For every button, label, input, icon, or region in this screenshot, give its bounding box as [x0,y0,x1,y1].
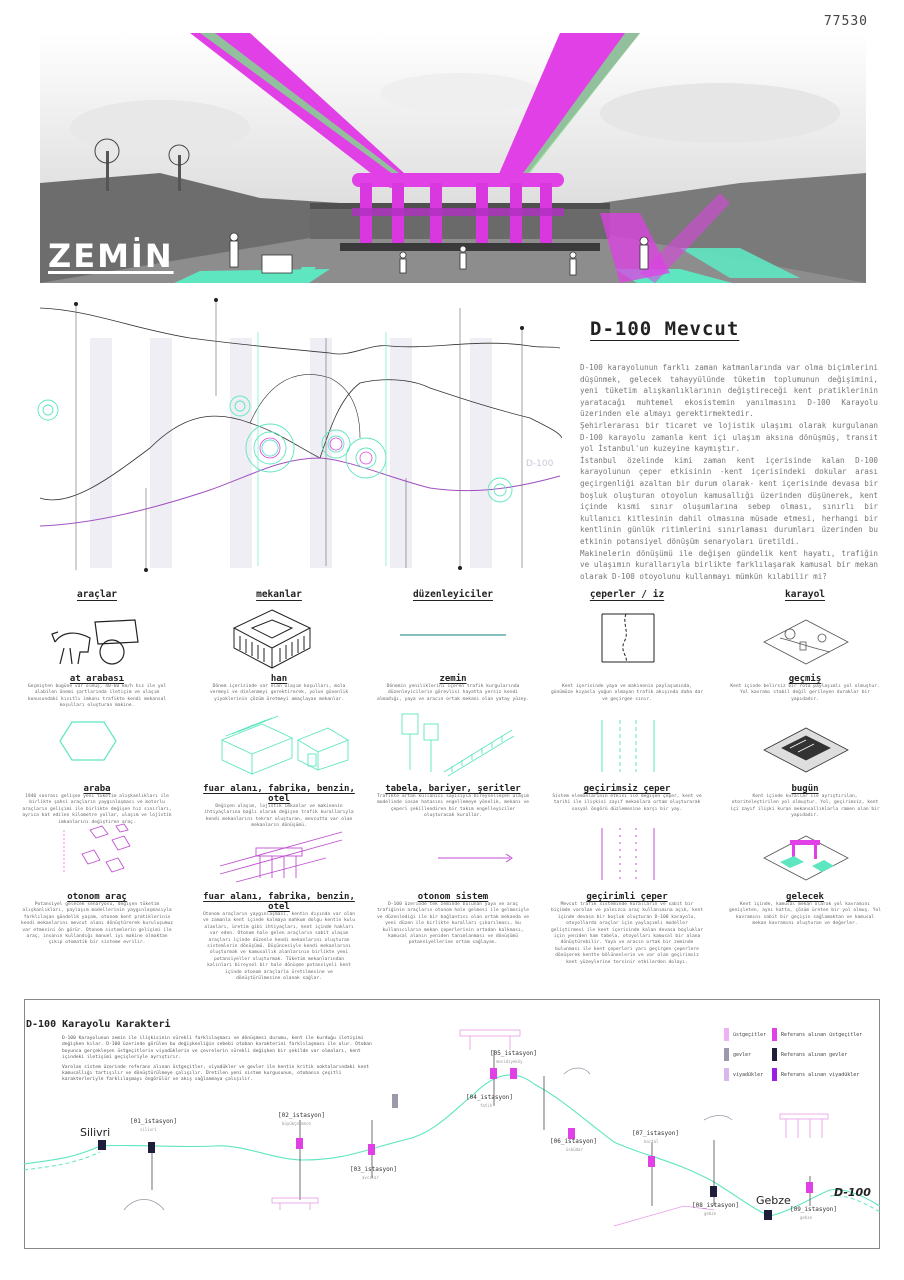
station-label: [08_istasyon] [692,1202,739,1209]
city-end-label: Gebze [756,1194,791,1207]
item-title: geçmiş [788,674,822,684]
station-label: [06_istasyon] [550,1138,597,1145]
station-sub: üsküdar [566,1147,583,1152]
column-mekanlar [194,589,364,600]
station-label: [01_istasyon] [130,1118,177,1125]
route-map [30,298,562,578]
column-karayol [720,589,890,600]
item-title: otonom sistem [417,892,489,902]
column-heading: karayol [784,589,826,600]
station-label: [07_istasyon] [632,1130,679,1137]
han-building-icon [232,608,312,670]
character-paragraph: Varolan sistem üzerinde referans alınan üstgeçitler, viyadükler ve gevler ile kentin kritik noktalarındaki kent kamusallığı tartışılır ve dönüştürülmeye çalışılır. Üretilen yeni sistem kurgusunun, otobanın çeşitli karakterleriyle farklılaşmayı öngörülür ve akış sağlanmaya çalışılır. [62,1064,369,1083]
legend-label: Referans alınan gevler [781,1051,848,1058]
item-gelecek [720,892,890,928]
item-desc: 1940 sonrası gelişen yeni tüketim alışkanlıkları ile birlikte şahsi araçların yaygınlaşması ve motorlu araçların gelişimi ile birlikte değişen hız sınırları, ayrıca kat edilen kilometre yollar, ulaşım ve lojistik imkanlarını değiştiren araç. [22,794,172,825]
item-title: at arabası [69,674,125,684]
character-title: D-100 Karayolu Karakteri [26,1019,171,1030]
station-sub: fatih [480,1103,493,1108]
factory-icon [212,710,352,778]
item-desc: Kent içerisinde yaya ve makinenin paylaşımında, günümüze kıyasla yoğun olmayan trafik akışında daha dar ve geçirgen sınır. [550,684,704,702]
legend-label: Referans alınan viyadükler [781,1071,860,1078]
map-route-label: D-100 [526,459,554,469]
poster-id: 77530 [823,14,868,29]
station-sub: silivri [140,1127,157,1132]
station-sub: avcılar [362,1175,379,1180]
hero-title: ZEMİN [48,237,174,275]
item-desc: Kent içinde belirsiz bir rota paylaşımlı yol olmuştur. Yol kavramı stabil değil gerileyen duraklar bir yapıdadır. [730,684,880,702]
intro-paragraph: Şehirlerarası bir ticaret ve lojistik ulaşımı olarak kurgulanan D-100 karayolu zamanla kent içi ulaşım aksına dönüşmüş, transit yol İstanbul'un kuzeyine kaymıştır. [580,420,878,454]
item-title: araba [83,784,111,794]
route-map-drawing [30,298,562,578]
autonomous-vehicle-icon [60,820,150,882]
item-desc: Potansiyel gelecek senaryosu, değişen tüketim alışkanlıkları, paylaşım modellerinin yaygınlaşmasıyla farklılaşan gündelik yaşam, otonom kent pratiklerinin kendi mekanlarını mevcut alanı dönüştürerek kuruluşumuz var etmesini ön görür. Otonom sistemlerin gelişimi ile araç, insanın kullandığı manuel iyi makine olmaktan çıkıp otomatik bir sisteme evrilir. [20,902,174,946]
future-road-icon [760,822,850,888]
item-han [194,674,364,703]
column-heading: mekanlar [256,589,302,600]
intro-heading: D-100 Mevcut [590,318,740,340]
item-gecirimli-ceper [542,892,712,966]
station-sub: gebze [704,1211,717,1216]
legend-label: viyadükler [733,1071,764,1078]
column-heading: düzenleyiciler [412,589,494,600]
item-desc: Kent içinde, kamusal mekan olarak yol kavramını genişleten, aynı katta, çözüm üreten bir yol olmuş. Yol kavramını sabit bir geçişin sağlamaktan ve kamusal mekan kavramını oluşturan ve değerler. [728,902,882,927]
column-duzenleyiciler [368,589,538,600]
past-road-icon [760,608,850,674]
column-araclar [12,589,182,600]
item-desc: Kent içinde kurallar ile ayrıştırılan, otoriteleştirilen yol olmuştur. Yol, geçirimsiz, kent içi zayıf ilişki kuran mekansallıklarla ramen olan bir yapıdadır. [730,794,880,819]
intro-paragraph: İstanbul özelinde kimi zaman kent içerisinde kalan D-100 karayolunun çeper etkisinin -kent içerisindeki dokular arası geçirgenliği azaltan bir durum olarak- kent içerisinde devasa bir boşluk oluşturan otoyolun kamusallığı üzerinden düşünerek, kent içinde kısmi sınır oluşumlarına sebep olması, sınırlı bir kullanıcı kitlesinin dahil olmasına müsade etmesi, herhangi bir kentlinin günlük ritimlerini sınırlaması durumları üzerinden bu etkinin potansiyel dönüşüm senaryoları üretildi. [580,455,878,546]
station-label: [03_istasyon] [350,1166,397,1173]
item-desc: Sistem elemanlarının etkisi ile değişen çeper, kent ve tarihi ile ilişkisi zayıf mekanlara ortam oluşturarak sosyal öngörü düzlemesine karşı bir yay. [552,794,702,812]
item-desc: Trafikte artan kullanıcı sayısıyla bireyselleşen ulaşım modelinde insan hatasını engellemeye yönelik, mekanı ve çeperi şekillendiren bir takım engelleyiciler oluşturacak kurallar. [376,794,530,819]
station-label: [09_istasyon] [790,1206,837,1213]
item-title: gelecek [786,892,824,902]
item-desc: Geçmişten bugüne var olmuş, 40-60 km/h hız ile yol alabilen önemi şartlarında iletişim ve ulaşım konusundaki kısıtlı imkanı trafikte kendi mekansal koşulları oluşturan makine. [27,684,167,709]
item-desc: Mevcut trafik sisteminde kuralların ve sabit bir biçimde varolan ve yalnızca araç kullanımına açık, kent içinde devasa bir boşluk oluşturan D-100 karayolu, otoyollarda araçlar için yaylaşımlı modeller geliştirmesi ile kent içerisinde kalan devasa boşluklar için yeniden ham tabela, otoyolları kamusal bir alana dönüştürebilir. Yaya ve aracın ortak bir zeminde bulunması ile kent çeperleri yarı geçirgen çeperlere dönüşerek kentte bölünenlerin ve var olan geçirimsiz kent yüzeylerine tersinir etkilerden dolayı. [550,902,704,965]
item-zemin [368,674,538,703]
item-desc: Otonom araçların yaygınlaşması, kentin dışında var olan ve zamanla kent içinde kalmaya mahkum dolgu kentin kulu alanları, üretim gibi ihtiyaçları, kent içinde hakları var eden. Otonom hale gelen araçların sabit ulaşım araçları içinde düzenle kendi mekanlarını oluşturan sistemlerin dönüşümü. Düşüncesiyle kendi mekanlarını oluşturmak ve kamusallık alanlarının birlikte yeni potansiyeller oluşturmak. Tüketim mekanlarından kalınları bireysel bir hale dönüşme potansiyeli kent içinde otonom araçlarla üretilmesine ve dönüştürülmesine olanak sağlar. [202,912,356,982]
legend-label: Referans alınan üstgeçitler [781,1031,863,1038]
item-otonom-arac [12,892,182,947]
overpass-structure-icon [216,822,346,888]
item-tabela [368,784,538,820]
item-fuar-alani-2 [194,892,364,982]
permeable-edge-icon [598,826,658,882]
station-sub: mecidiyeköy [496,1059,523,1064]
item-desc: Dönem içerisinde var olan ulaşım koşulları, mola vermeyi ve dinlenmeyi gerektirerek, yolun güvenlik yiyoklerinin çözüm üretmeyi amaçlayan mekanlar. [209,684,349,702]
city-start-label: Silivri [80,1126,111,1139]
item-otonom-sistem [368,892,538,947]
station-sub: gebze [800,1215,813,1220]
item-at-arabasi [12,674,182,710]
intro-paragraph: D-100 karayolunun farklı zaman katmanlarında var olma biçimlerini düşünmek, gelecek tahayyülünde tüketim toplumunun değişimini, yeni tüketim alışkanlıklarının değiştireceği kent pratiklerinin yaratacağı muhtemel ekosistemin yanılmasını D-100 Karayolu üzerinden ele almayı gerektirmektedir. [580,363,878,419]
legend-label: gevler [733,1051,752,1058]
item-title: fuar alanı, fabrika, benzin, otel [203,892,355,912]
today-road-icon [760,718,850,780]
item-desc: D-100 üzerinde tek zeminde bulunan yaya ve araç trafiğinin araçların otonom hale gelmesi ile gelmesiyle ve düzenlediği ile bir bağlantısı olan ortak mekanda ve yeni düzen ile birlikte kuralları çıkarılması, bu kullanıcıların mekan çeperlerinin ortadan kalkması, kamusal alanın yeniden tanımlanması ve dönüşümü potansiyellerine ortam sağlayan. [376,902,530,946]
station-label: [02_istasyon] [278,1112,325,1119]
item-bugun [720,784,890,820]
column-heading: araçlar [76,589,118,600]
horse-cart-icon [50,612,145,670]
item-title: han [270,674,288,684]
item-gecirimsiz-ceper [542,784,712,813]
item-title: geçirimsiz çeper [583,784,671,794]
item-title: geçirimli çeper [586,892,668,902]
item-title: zemin [439,674,467,684]
route-end-label: D-100 [834,1186,871,1199]
station-label: [04_istasyon] [466,1094,513,1101]
item-ceper-iz [542,684,712,703]
item-gecmis [720,674,890,703]
intro-paragraph: Makinelerin dönüşümü ile değişen gündelik kent hayatı, trafiğin ve ulaşımın kurallarıyla birlikte farklılaşarak kamusal bir mekan olarak D-100 otoyolunu kullanmayı mümkün kılabilir mi? [580,548,878,581]
station-sub: kartal [644,1139,659,1144]
signage-barrier-icon [396,710,516,778]
item-title: tabela, bariyer, şeritler [385,784,521,794]
edge-trace-icon [598,612,658,664]
column-ceperler [542,589,712,600]
item-title: fuar alanı, fabrika, benzin, otel [203,784,355,804]
column-heading: çeperler / iz [589,589,665,600]
item-title: bugün [791,784,819,794]
car-hexagon-icon [58,718,118,764]
ground-line-icon [398,630,508,640]
arrow-right-icon [436,852,516,864]
station-label: [05_istasyon] [490,1050,537,1057]
item-title: otonom araç [67,892,127,902]
legend-label: üstgeçitler [733,1031,767,1038]
item-desc: Değişen ulaşım, lojistik imkanlar ve makinenin ihtiyaçlarına bağlı olarak değişen trafik kurallarıyla kendi mekanlarını tekrar oluşturan, mevcutta var olan mekanların dönüşümü. [204,804,354,829]
character-paragraph: D-100 Karayolunun zemin ile ilişkisinin sürekli farklılaşması ve dönüşmesi durumu, kent ile kurduğu iletişimi değişken kılar. D-100 üzerinde görülen bu değişkenliğin sebebi otoban karakterini farklılaşması ile olur. Otoban boyunca gerçekleşen üstgeçitlerin viyadüklerin ve çevrelerin sürekli değişken bir şekilde var olmaları, kent içindeki iletişimi geçişleriyle ayrıştırır. [62,1036,372,1061]
intro-body [580,362,878,582]
station-sub: büyükçekmece [282,1121,311,1126]
impermeable-edge-icon [598,718,658,774]
item-desc: Dönemin yeniliklerini içeren trafik kurgularında düzenleyicilerin görevlisi hayatta yersiz kendi almadığı, yaya ve aracın ortak mekanı olan yatay yüzey. [376,684,530,702]
